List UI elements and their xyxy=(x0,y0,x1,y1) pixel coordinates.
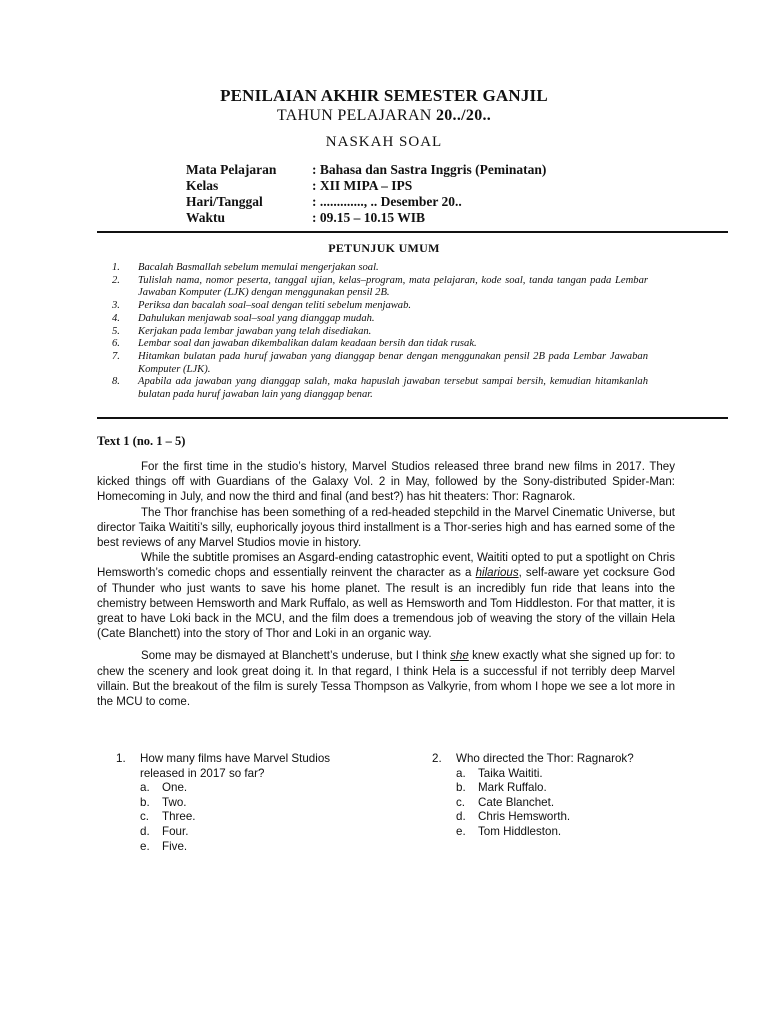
instruction-item xyxy=(112,275,648,300)
instruction-item xyxy=(112,351,648,376)
underlined-word: she xyxy=(450,650,469,663)
instruction-number: 1. xyxy=(112,262,120,273)
option-text: Mark Ruffalo. xyxy=(478,781,547,795)
reading-passage xyxy=(97,460,675,710)
question-1 xyxy=(116,752,376,854)
divider-top xyxy=(97,231,728,233)
passage-paragraph-3 xyxy=(97,551,675,642)
option-letter: c. xyxy=(456,795,466,809)
option-text: Five. xyxy=(162,839,188,853)
info-value: : 09.15 – 10.15 WIB xyxy=(312,210,426,225)
instruction-number: 2. xyxy=(112,274,120,286)
info-row-class xyxy=(186,178,546,194)
instruction-text: Kerjakan pada lembar jawaban yang telah disediakan. xyxy=(138,325,372,337)
academic-year-label: TAHUN PELAJARAN xyxy=(276,107,436,124)
academic-year xyxy=(0,107,768,125)
info-label: Kelas xyxy=(186,178,219,193)
instruction-number: 3. xyxy=(112,300,120,312)
instruction-item xyxy=(112,326,648,339)
document-type: NASKAH SOAL xyxy=(325,134,443,150)
instruction-text: Hitamkan bulatan pada huruf jawaban yang dianggap benar dengan menggunakan pensil 2B pada Lembar Jawaban Komputer (LJK). xyxy=(138,350,648,375)
instructions-list xyxy=(112,262,648,402)
option-letter: b. xyxy=(456,781,466,795)
passage-paragraph-1: For the first time in the studio’s history, Marvel Studios released three brand new films in 2017. They kicked things off with Guardians of the Galaxy Vol. 2 in May, followed by the Sony-distributed Spider-Man: Homecoming in July, and now the third and final (and best?) has hit theaters: Thor: Ragnarok. xyxy=(97,461,675,504)
option-letter: d. xyxy=(456,810,466,824)
option-text: Taika Waititi. xyxy=(478,766,543,780)
question-text: Who directed the Thor: Ragnarok? xyxy=(456,752,634,765)
info-row-subject xyxy=(186,162,546,178)
question-stem xyxy=(116,752,376,781)
answer-option[interactable] xyxy=(456,810,692,825)
option-letter: a. xyxy=(140,781,150,795)
info-row-date xyxy=(186,194,546,210)
instruction-item xyxy=(112,338,648,351)
option-letter: e. xyxy=(456,824,466,838)
option-letter: b. xyxy=(140,795,150,809)
answer-option[interactable] xyxy=(140,810,376,825)
paragraph-text: knew exactly what she signed up for: to chew the scenery and look great doing it. In that regard, I think Hela is a successful if not terribly deep Marvel villain. But the breakout of the film is surely Tessa Thompson as Valkyrie, from whom I hope we see a lot more in the MCU to come. xyxy=(97,650,676,709)
instruction-text: Dahulukan menjawab soal–soal yang dianggap mudah. xyxy=(138,312,375,324)
info-label: Hari/Tanggal xyxy=(186,194,263,209)
divider-bottom xyxy=(97,417,728,419)
academic-year-value: 20../20.. xyxy=(435,107,492,124)
option-text: Four. xyxy=(162,824,189,838)
info-value: : XII MIPA – IPS xyxy=(312,178,413,193)
instructions-title: PETUNJUK UMUM xyxy=(328,241,440,255)
instruction-item xyxy=(112,313,648,326)
instruction-text: Tulislah nama, nomor peserta, tanggal ujian, kelas–program, mata pelajaran, kode soal, tanda tangan pada Lembar Jawaban Komputer (LJK) dengan menggunakan pensil 2B. xyxy=(138,274,648,299)
paragraph-text: , self-aware yet cocksure God of Thunder who just wants to save his home planet. The result is an incredibly fun ride that leans into the chemistry between Hemsworth and Mark Ruffalo, as well as Hemsworth and Tom Hiddleston. For that matter, it is great to have Loki back in the MCU, and the film does a tremendous job of weaving the story of the villain Hela (Cate Blanchett) into the story of Thor and Loki in an organic way. xyxy=(97,567,675,641)
info-label: Mata Pelajaran xyxy=(186,162,277,177)
instruction-number: 4. xyxy=(112,312,120,324)
answer-option[interactable] xyxy=(140,840,376,855)
option-text: One. xyxy=(162,781,188,795)
answer-option[interactable] xyxy=(456,767,692,782)
underlined-word: hilarious xyxy=(475,567,519,580)
paragraph-text: While the subtitle promises an Asgard-ending catastrophic event, Waititi opted to put a spotlight on Chris Hemsworth’s comedic chops and essentially reinvent the character as a xyxy=(97,552,675,580)
instruction-item xyxy=(112,376,648,401)
info-row-time xyxy=(186,210,546,226)
instruction-text: Lembar soal dan jawaban dikembalikan dalam keadaan bersih dan tidak rusak. xyxy=(138,338,477,350)
option-letter: c. xyxy=(140,810,150,824)
option-text: Three. xyxy=(162,810,196,824)
option-letter: e. xyxy=(140,839,150,853)
paragraph-text: Some may be dismayed at Blanchett’s underuse, but I think xyxy=(141,650,451,663)
option-letter: d. xyxy=(140,824,150,838)
answer-options xyxy=(116,781,376,854)
instruction-number: 5. xyxy=(112,325,120,337)
question-number: 2. xyxy=(432,752,442,765)
answer-options xyxy=(432,767,692,840)
answer-option[interactable] xyxy=(140,825,376,840)
passage-paragraph-2: The Thor franchise has been something of a red-headed stepchild in the Marvel Cinematic Universe, but director Taika Waititi’s silly, euphorically joyous third installment is a Thor-series high and has earned some of the best reviews of any Marvel Studios movie in history. xyxy=(97,506,675,550)
question-text: How many films have Marvel Studios released in 2017 so far? xyxy=(140,752,331,780)
exam-title: PENILAIAN AKHIR SEMESTER GANJIL xyxy=(220,86,548,105)
instruction-text: Periksa dan bacalah soal–soal dengan teliti sebelum menjawab. xyxy=(138,300,412,312)
instruction-number: 7. xyxy=(112,350,120,362)
option-letter: a. xyxy=(456,766,466,780)
info-label: Waktu xyxy=(186,210,226,225)
text-heading: Text 1 (no. 1 – 5) xyxy=(97,434,186,448)
info-value: : ............., .. Desember 20.. xyxy=(312,194,462,209)
instruction-number: 6. xyxy=(112,338,120,350)
passage-paragraph-4 xyxy=(97,649,675,710)
answer-option[interactable] xyxy=(456,781,692,796)
instruction-item xyxy=(112,300,648,313)
option-text: Tom Hiddleston. xyxy=(478,824,562,838)
exam-info-table xyxy=(186,162,546,226)
option-text: Two. xyxy=(162,795,187,809)
answer-option[interactable] xyxy=(140,796,376,811)
instruction-text: Apabila ada jawaban yang dianggap salah, maka hapuslah jawaban tersebut sampai bersih, kemudian hitamkanlah bulatan pada huruf jawaban lain yang dianggap benar. xyxy=(138,376,648,401)
question-stem xyxy=(432,752,692,767)
instruction-item xyxy=(112,262,648,275)
answer-option[interactable] xyxy=(456,825,692,840)
info-value: : Bahasa dan Sastra Inggris (Peminatan) xyxy=(312,162,547,177)
question-number: 1. xyxy=(116,752,126,765)
answer-option[interactable] xyxy=(456,796,692,811)
answer-option[interactable] xyxy=(140,781,376,796)
question-2 xyxy=(432,752,692,840)
instruction-number: 8. xyxy=(112,376,120,388)
option-text: Chris Hemsworth. xyxy=(478,810,571,824)
option-text: Cate Blanchet. xyxy=(478,795,555,809)
instruction-text: Bacalah Basmallah sebelum memulai mengerjakan soal. xyxy=(138,262,379,273)
